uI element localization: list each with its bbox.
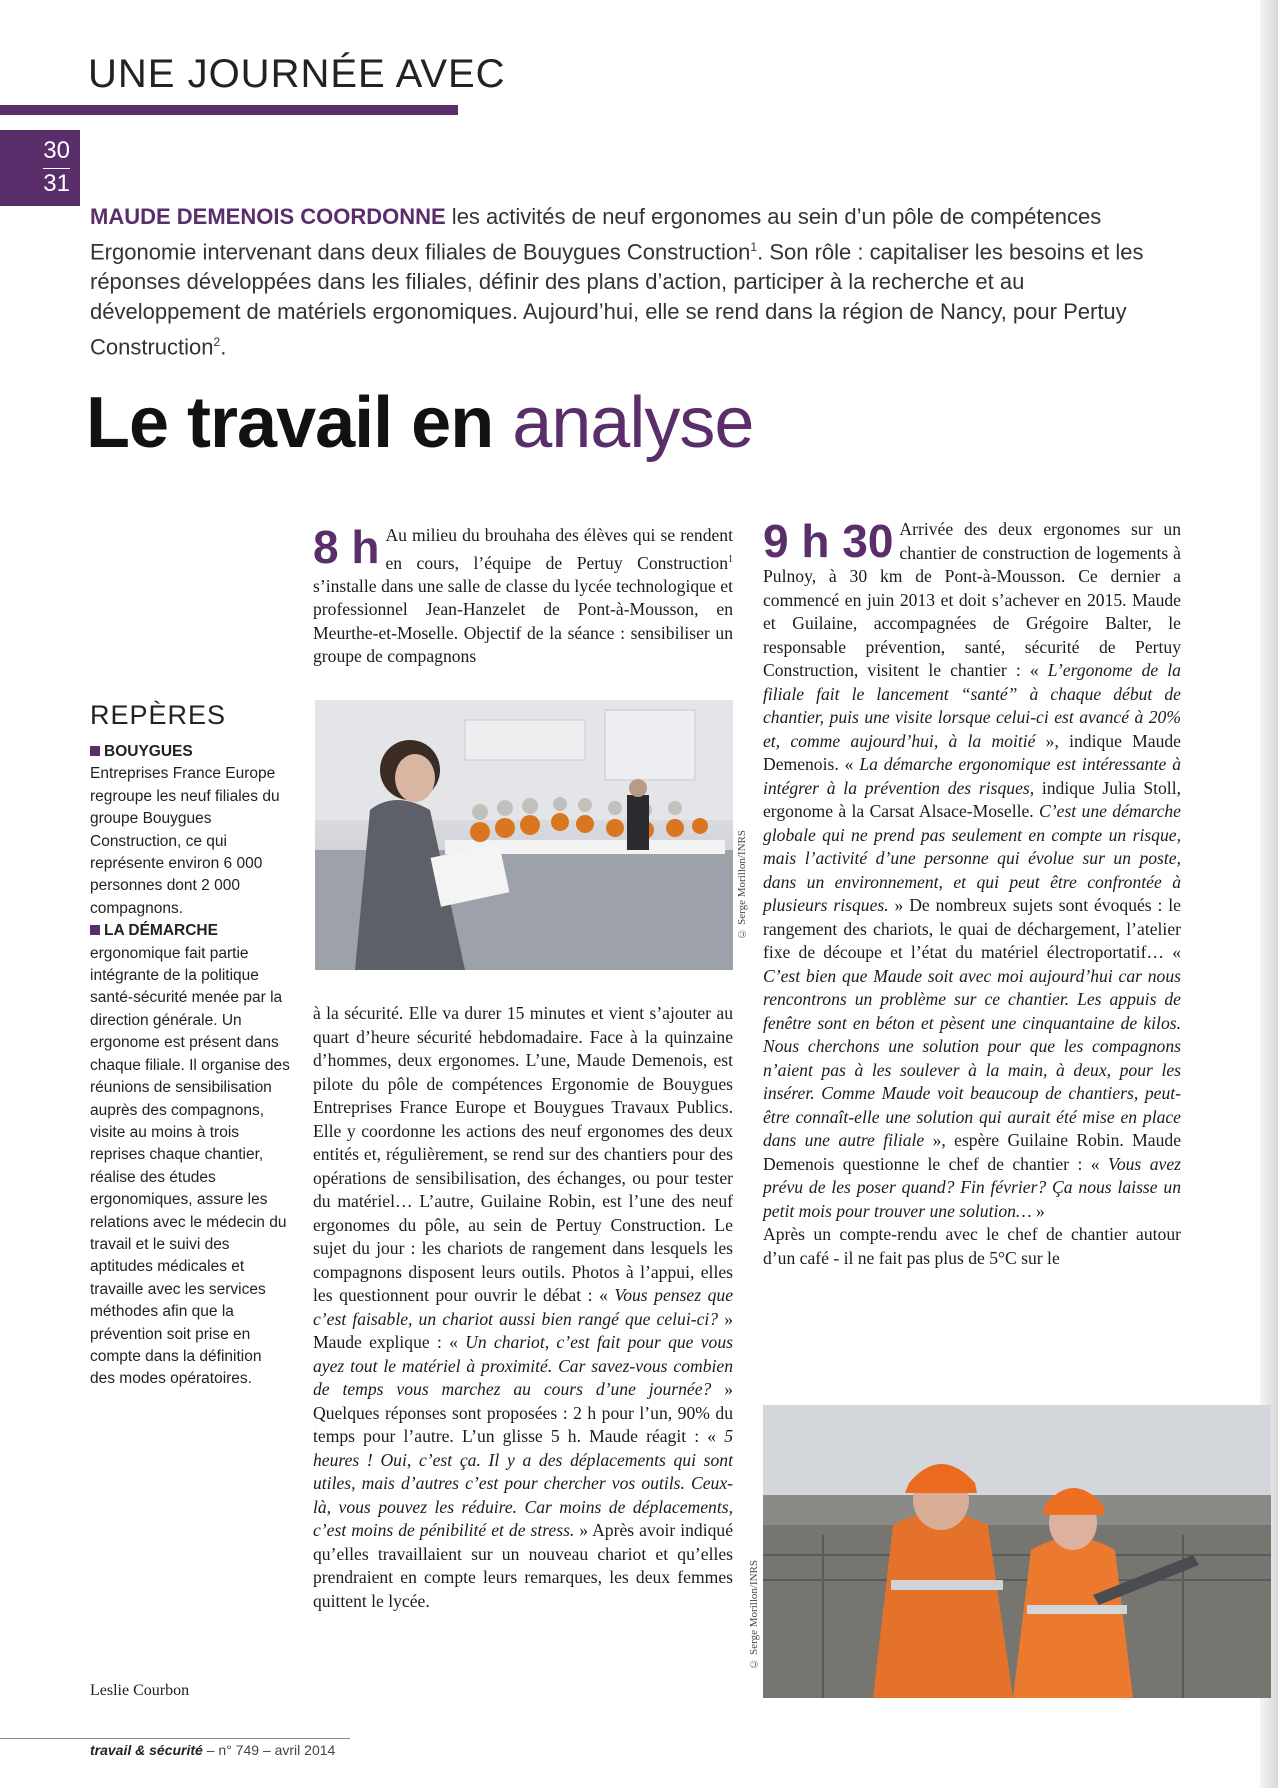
intro-text: . Son rôle : capitaliser les besoins et les réponses développées dans les filiales, définir des plans d’action, participer à la recherche et au développement de matériels ergonomiques. Aujourd’hui, elle se rend dans la région de Nancy, pour Pertuy Construction bbox=[90, 239, 1144, 360]
body-text: » Maude explique : « bbox=[313, 1308, 733, 1352]
body-text: » bbox=[1031, 1200, 1045, 1221]
body-text: » Après avoir indiqué qu’elles travaillaient sur un nouveau chariot et qu’elles prendraient en compte leurs remarques, les deux femmes quittent le lycée. bbox=[313, 1520, 733, 1611]
body-text: » Quelques réponses sont proposées : 2 h pour l’un, 90% du temps pour l’autre. L’un glisse 5 h. Maude réagit : « bbox=[313, 1379, 734, 1446]
body-text: indique Julia Stoll, ergonome à la Carsat Alsace-Moselle. bbox=[763, 777, 1181, 821]
construction-site-photo-illustration bbox=[763, 1405, 1271, 1698]
magazine-name: travail & sécurité bbox=[90, 1742, 203, 1758]
body-text: Après un compte-rendu avec le chef de chantier autour d’un café - il ne fait pas plus de 5°C sur le bbox=[763, 1224, 1181, 1268]
issue-info: – n° 749 – avril 2014 bbox=[202, 1742, 336, 1758]
quote-text: L’ergonome de la filiale fait le lancement “santé” à chaque début de chantier, puis une visite lorsque celui-ci est avancé à 20% et, comme aujourd’hui, à la moitié bbox=[763, 660, 1181, 751]
quote-text: Vous avez prévu de les poser quand? Fin février? Ça nous laisse un petit mois pour trouver une solution… bbox=[763, 1153, 1181, 1221]
quote-text: Vous pensez que c’est faisable, un chariot aussi bien rangé que celui-ci? bbox=[313, 1285, 734, 1329]
body-text: », indique Maude Demenois. « bbox=[763, 730, 1181, 774]
photo-credit: © Serge Morillon/INRS bbox=[748, 1560, 760, 1670]
reperes-item bbox=[90, 920, 290, 1391]
time-heading-9h30: 9 h 30 bbox=[763, 515, 894, 567]
author-byline: Leslie Courbon bbox=[90, 1682, 190, 1699]
reperes-item-text: Entreprises France Europe regroupe les neuf filiales du groupe Bouygues Construction, ce qui représente environ 6 000 personnes dont 2 000 compagnons. bbox=[90, 765, 280, 917]
photo-credit: © Serge Morillon/INRS bbox=[736, 830, 748, 940]
time-heading-8h: 8 h bbox=[313, 521, 380, 573]
reperes-title: REPÈRES bbox=[90, 700, 227, 730]
column-8h-top bbox=[313, 521, 733, 669]
body-text: », espère Guilaine Robin. Maude Demenois questionne le chef de chantier : « bbox=[763, 1130, 1182, 1174]
reperes-item bbox=[90, 741, 290, 920]
quote-text: Un chariot, c’est fait pour que vous ayez tout le matériel à proximité. Car savez-vous combien de temps vous marchez au cours d’une journée? bbox=[313, 1332, 733, 1399]
body-text: s’installe dans une salle de classe du lycée technologique et professionnel Jean-Hanzelet de Pont-à-Mousson, en Meurthe-et-Moselle. Objectif de la séance : sensibiliser un groupe de compagnons bbox=[313, 575, 733, 667]
intro-text: . bbox=[220, 334, 227, 360]
footnote-ref: 1 bbox=[728, 553, 733, 565]
classroom-photo bbox=[315, 700, 733, 970]
section-title: UNE JOURNÉE AVEC bbox=[88, 52, 506, 96]
body-text: Au milieu du brouhaha des élèves qui se rendent en cours, l’équipe de Pertuy Construction bbox=[385, 525, 733, 573]
quote-text: La démarche ergonomique est intéressante à intégrer à la prévention des risques, bbox=[763, 754, 1181, 798]
body-text: Arrivée des deux ergonomes sur un chantier de construction de logements à Pulnoy, à 30 km de Pont-à-Mousson. Ce dernier a commencé en juin 2013 et doit s’achever en 2015. Maude et Guilaine, accompagnées de Grégoire Balter, le responsable prévention, santé, sécurité de Pertuy Construction, visitent le chantier : « bbox=[763, 519, 1181, 680]
column-8h-bottom bbox=[313, 1002, 733, 1613]
quote-text: C’est bien que Maude soit avec moi aujourd’hui car nous rencontrons un problème sur ce chantier. Les appuis de fenêtre sont en béton et pèsent une cinquantaine de kilos. Nous cherchons une solution pour que les compagnons n’aient pas à les soulever à la main, à deux, pour les insérer. Comme Maude voit beaucoup de chantiers, peut-être connaît-elle une solution qui aurait été mise en place dans une autre filiale bbox=[763, 965, 1181, 1150]
page-number-right: 31 bbox=[43, 170, 70, 197]
quote-text: 5 heures ! Oui, c’est ça. Il y a des déplacements qui sont utiles, mais d’autres c’est pour chercher vos outils. Ceux-là, vous pouvez les réduire. Car moins de déplacements, c’est moins de pénibilité et de stress. bbox=[313, 1426, 733, 1540]
intro-text: les activités de neuf ergonomes au sein d’un pôle de compétences Ergonomie intervenant dans deux filiales de Bouygues Construction bbox=[90, 204, 1102, 265]
body-text: » De nombreux sujets sont évoqués : le rangement des chariots, le quai de déchargement, l’atelier fixe de découpe et l’état du matériel électroportatif… « bbox=[763, 895, 1181, 962]
headline-accent: analyse bbox=[512, 383, 754, 463]
page-footer bbox=[90, 1742, 335, 1758]
body-text: à la sécurité. Elle va durer 15 minutes et vient s’ajouter au quart d’heure sécurité hebdomadaire. Face à la quinzaine d’hommes, deux ergonomes. L’une, Maude Demenois, est pilote du pôle de compétences Ergonomie de Bouygues Entreprises France Europe et Bouygues Travaux Publics. Elle y coordonne les actions des neuf ergonomes des deux entités et, régulièrement, se rend sur des chantiers pour des opérations de sensibilisation, des échanges, ou pour tester du matériel… L’autre, Guilaine Robin, est l’une des neuf ergonomes du pôle, au sein de Pertuy Construction. Le sujet du jour : les chariots de rangement dans lesquels les compagnons disposent leurs outils. Photos à l’appui, elles les questionnent pour ouvrir le débat : « bbox=[313, 1003, 733, 1305]
reperes-sidebar bbox=[90, 741, 290, 1391]
reperes-item-head: LA DÉMARCHE bbox=[104, 922, 218, 940]
intro-lead: MAUDE DEMENOIS COORDONNE bbox=[90, 204, 446, 229]
footnote-ref: 1 bbox=[750, 240, 758, 254]
section-rule bbox=[0, 105, 458, 115]
reperes-item-head: BOUYGUES bbox=[104, 743, 193, 760]
reperes-item-text: ergonomique fait partie intégrante de la politique santé-sécurité menée par la direction générale. Un ergonome est présent dans chaque filiale. Il organise des réunions de sensibilisation auprès des compagnons, visite au moins à trois reprises chaque chantier, réalise des études ergonomiques, assure les relations avec le médecin du travail et le suivi des aptitudes médicales et travaille avec les services méthodes afin que la prévention soit prise en compte dans la définition des modes opératoires. bbox=[90, 944, 290, 1388]
article-headline bbox=[86, 382, 753, 464]
page-number-badge bbox=[0, 130, 80, 206]
headline-main: Le travail en bbox=[86, 383, 513, 463]
quote-text: C’est une démarche globale qui ne prend pas seulement en compte un risque, mais l’activité d’une personne qui évolue sur un poste, dans un environnement, et qui peut être confrontée à plusieurs risques. bbox=[763, 801, 1181, 915]
footer-rule bbox=[0, 1738, 350, 1739]
column-9h30 bbox=[763, 515, 1182, 1270]
intro-paragraph bbox=[90, 202, 1150, 363]
footnote-ref: 2 bbox=[213, 335, 221, 350]
page-number-left: 30 bbox=[43, 137, 70, 164]
classroom-photo-illustration bbox=[315, 700, 733, 970]
bullet-square-icon bbox=[90, 925, 100, 935]
bullet-square-icon bbox=[90, 746, 100, 756]
construction-site-photo bbox=[763, 1405, 1271, 1698]
